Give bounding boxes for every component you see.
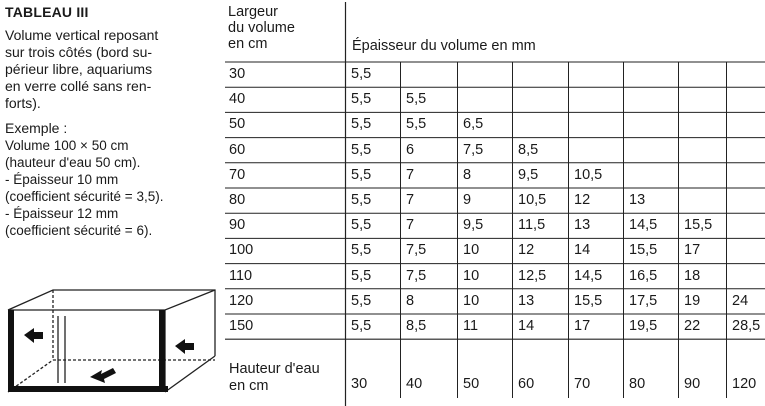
thickness-cell: 15,5 [629, 242, 658, 259]
description-line: sur trois côtés (bord su- [5, 44, 153, 60]
thickness-cell: 9 [463, 192, 472, 208]
thickness-cell: 6,5 [463, 116, 484, 133]
description-line: périeur libre, aquariums [5, 61, 153, 77]
row-width-label: 80 [229, 192, 246, 208]
thickness-cell: 16,5 [629, 267, 658, 284]
thickness-cell: 5,5 [406, 91, 427, 108]
row-width-label: 90 [229, 217, 246, 234]
row-width-label: 60 [229, 141, 246, 158]
thickness-cell: 5,5 [351, 292, 372, 309]
thickness-cell: 5,5 [351, 192, 372, 208]
water-height-value: 50 [463, 376, 480, 392]
thickness-cell: 5,5 [351, 166, 372, 183]
water-height-value: 120 [732, 376, 757, 392]
thickness-cell: 5,5 [351, 91, 372, 108]
thickness-cell: 9,5 [518, 166, 539, 183]
thickness-cell: 13 [574, 217, 591, 234]
water-height-value: 80 [629, 376, 646, 392]
thickness-cell: 6 [406, 141, 415, 158]
row-width-label: 120 [229, 292, 254, 309]
thickness-cell: 15,5 [684, 217, 713, 234]
thickness-cell: 11 [463, 318, 479, 334]
footer-line: Hauteur d'eau [229, 361, 320, 377]
aquarium-diagram [5, 288, 217, 394]
description [5, 27, 213, 112]
water-height-value: 90 [684, 376, 701, 392]
thickness-cell: 9,5 [463, 217, 484, 234]
row-width-label: 70 [229, 166, 246, 183]
thickness-table [225, 0, 765, 406]
example-line: (coefficient sécurité = 3,5). [5, 189, 164, 204]
thickness-cell: 5,5 [406, 116, 427, 133]
thickness-cell: 8,5 [518, 141, 539, 158]
row-width-label: 30 [229, 66, 246, 82]
thickness-cell: 15,5 [574, 292, 603, 309]
table-title: TABLEAU III [5, 4, 89, 20]
thickness-cell: 22 [684, 318, 701, 334]
thickness-cell: 17 [574, 318, 591, 334]
row-width-label: 50 [229, 116, 246, 133]
thickness-cell: 5,5 [351, 66, 372, 82]
example-line: (hauteur d'eau 50 cm). [5, 155, 141, 170]
row-width-label: 110 [229, 267, 253, 284]
thickness-cell: 5,5 [351, 242, 372, 259]
thickness-cell: 7 [406, 166, 415, 183]
description-line: forts). [5, 95, 41, 111]
header-line: en cm [228, 36, 268, 52]
thickness-cell: 8 [406, 292, 415, 309]
thickness-cell: 8,5 [406, 318, 427, 334]
thickness-cell: 13 [518, 292, 535, 309]
thickness-cell: 14 [574, 242, 591, 259]
thickness-cell: 7,5 [463, 141, 484, 158]
thickness-cell: 17,5 [629, 292, 658, 309]
water-height-value: 30 [351, 376, 368, 392]
thickness-cell: 14,5 [629, 217, 658, 234]
row-width-label: 40 [229, 91, 246, 108]
water-height-label [229, 361, 320, 395]
thickness-cell: 7,5 [406, 242, 427, 259]
width-column-header [228, 4, 295, 52]
thickness-cell: 10 [463, 267, 480, 284]
thickness-cell: 28,5 [732, 318, 761, 334]
water-height-value: 40 [406, 376, 423, 392]
thickness-cell: 5,5 [351, 267, 372, 284]
thickness-cell: 17 [684, 242, 701, 259]
thickness-cell: 5,5 [351, 217, 372, 234]
thickness-cell: 10,5 [518, 192, 547, 208]
example-line: - Épaisseur 10 mm [5, 172, 119, 187]
table-grid [225, 0, 765, 406]
example-text [5, 137, 213, 239]
thickness-cell: 12,5 [518, 267, 547, 284]
thickness-cell: 10 [463, 292, 480, 309]
row-width-label: 100 [229, 242, 254, 259]
thickness-cell: 19,5 [629, 318, 658, 334]
thickness-cell: 13 [629, 192, 646, 208]
thickness-cell: 5,5 [351, 141, 372, 158]
thickness-cell: 5,5 [351, 318, 372, 334]
thickness-cell: 14 [518, 318, 535, 334]
water-height-value: 70 [574, 376, 591, 392]
description-line: en verre collé sans ren- [5, 78, 152, 94]
thickness-cell: 7 [406, 217, 415, 234]
description-line: Volume vertical reposant [5, 27, 159, 43]
thickness-cell: 10,5 [574, 166, 603, 183]
example-line: Volume 100 × 50 cm [5, 138, 129, 153]
thickness-cell: 12 [518, 242, 535, 259]
example-label: Exemple : [5, 120, 68, 136]
thickness-cell: 11,5 [518, 217, 546, 234]
thickness-header: Épaisseur du volume en mm [352, 38, 536, 54]
thickness-cell: 18 [684, 267, 701, 284]
row-width-label: 150 [229, 318, 254, 334]
thickness-cell: 8 [463, 166, 472, 183]
example-line: - Épaisseur 12 mm [5, 206, 119, 221]
thickness-cell: 19 [684, 292, 701, 309]
header-line: Largeur [228, 4, 278, 20]
footer-line: en cm [229, 378, 269, 394]
thickness-cell: 10 [463, 242, 480, 259]
header-line: du volume [228, 20, 295, 36]
thickness-cell: 12 [574, 192, 591, 208]
thickness-cell: 7,5 [406, 267, 427, 284]
water-height-value: 60 [518, 376, 535, 392]
example-line: (coefficient sécurité = 6). [5, 223, 153, 238]
thickness-cell: 24 [732, 292, 749, 309]
thickness-cell: 14,5 [574, 267, 603, 284]
left-panel [5, 4, 213, 239]
thickness-cell: 7 [406, 192, 415, 208]
thickness-cell: 5,5 [351, 116, 372, 133]
